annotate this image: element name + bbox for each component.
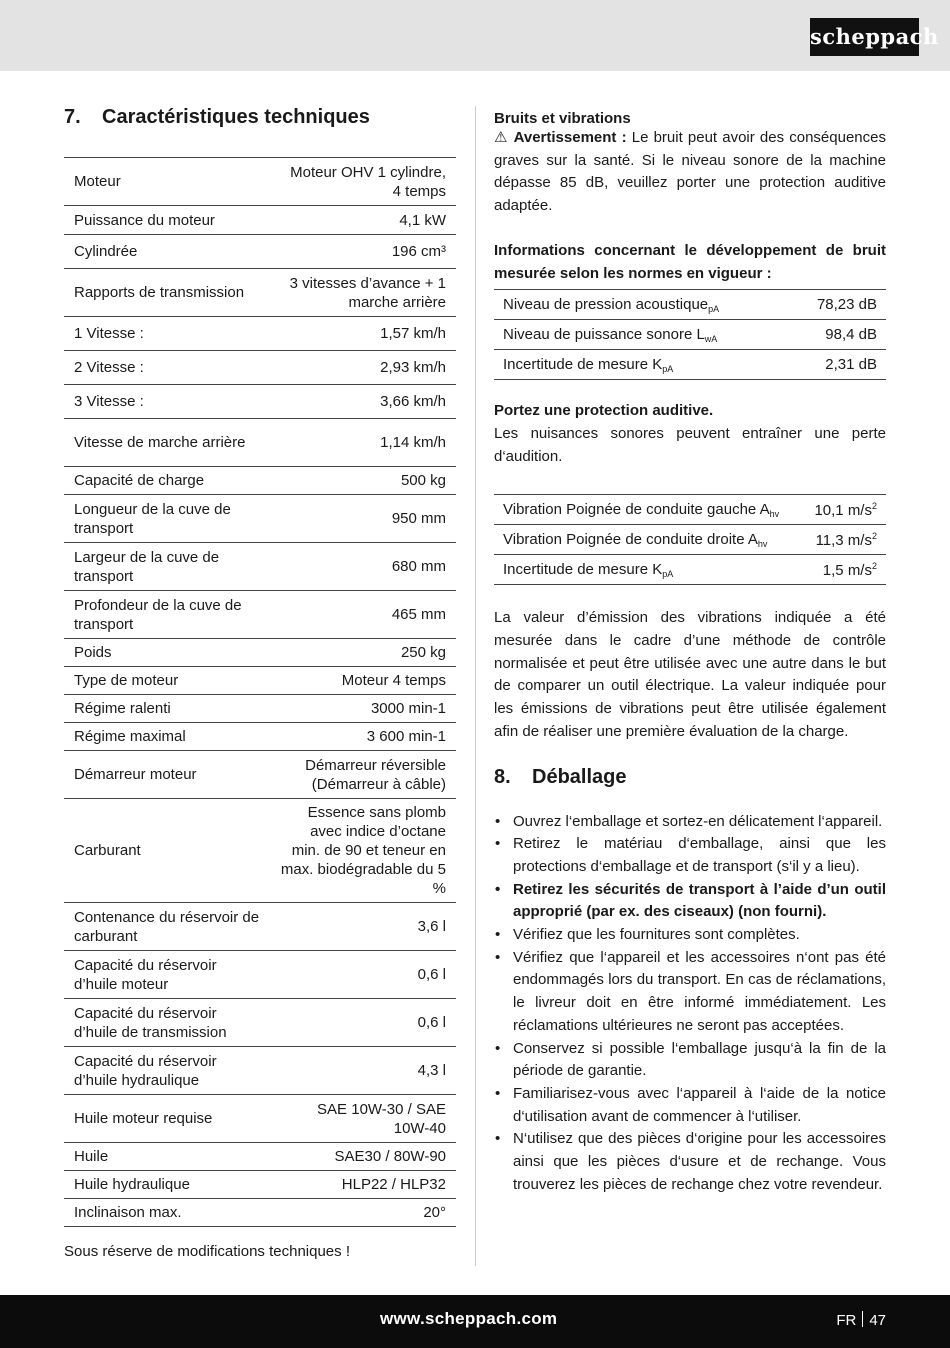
- language-code: FR: [836, 1312, 857, 1329]
- measure-value: [802, 525, 886, 555]
- spec-label: Profondeur de la cuve de transport: [64, 591, 270, 639]
- spec-value: 1,57 km/h: [270, 317, 456, 351]
- spec-label: Huile: [64, 1143, 270, 1171]
- measure-subscript: pA: [662, 568, 674, 579]
- spec-label: Type de moteur: [64, 667, 270, 695]
- protect-text: Les nuisances sonores peuvent entraîner une perte d‘audition.: [494, 424, 886, 465]
- measure-value-text: 78,23 dB: [816, 296, 877, 314]
- measure-label-text: Vibration Poignée de conduite droite A: [503, 530, 758, 548]
- spec-label: Capacité de charge: [64, 467, 270, 495]
- spec-label: Démarreur moteur: [64, 751, 270, 799]
- spec-label: Longueur de la cuve de transport: [64, 495, 270, 543]
- section-7-heading: [64, 106, 456, 129]
- brand-logo: scheppach: [810, 18, 919, 56]
- measure-superscript: 2: [871, 530, 877, 541]
- spec-value: Essence sans plomb avec indice d’octane min. de 90 et teneur en max. biodégradable du 5 %: [270, 799, 456, 903]
- warning-icon: ⚠: [494, 129, 509, 146]
- warning-label: Avertissement :: [513, 129, 627, 146]
- list-item: • Ouvrez l‘emballage et sortez-en délicatement l‘appareil.: [494, 811, 886, 834]
- spec-label: Vitesse de marche arrière: [64, 419, 270, 467]
- measure-label-text: Vibration Poignée de conduite gauche A: [503, 500, 770, 518]
- spec-row: [64, 695, 456, 723]
- spec-label: Régime maximal: [64, 723, 270, 751]
- spec-value: HLP22 / HLP32: [270, 1171, 456, 1199]
- vibration-text: La valeur d’émission des vibrations indiquée a été mesurée dans le cadre d’une méthode de contrôle normalisée et peut être utilisée avec une autre dans le but de comparer un outil électrique. La valeur indiquée pour les émissions de vibrations peut être utilisée également afin de réaliser une première évaluation de la charge.: [494, 609, 886, 740]
- measure-row: [494, 290, 886, 320]
- list-item: • Vérifiez que l‘appareil et les accessoires n‘ont pas été endommagés lors du transport. En cas de réclamations, le livreur doit en être informé immédiatement. Les réclamations ultérieures ne seront pas acceptées.: [494, 947, 886, 1038]
- page-number: 47: [869, 1312, 886, 1329]
- spec-row: [64, 903, 456, 951]
- warning-paragraph: [494, 127, 886, 218]
- warning-text: Le bruit peut avoir des conséquences graves sur la santé. Si le niveau sonore de la machine dépasse 85 dB, veuillez porter une protection auditive adaptée.: [494, 129, 886, 215]
- spec-value: 2,93 km/h: [270, 351, 456, 385]
- spec-value: 196 cm³: [270, 235, 456, 269]
- measure-label: [494, 320, 788, 350]
- measure-label: [494, 525, 802, 555]
- spec-label: Inclinaison max.: [64, 1199, 270, 1227]
- spec-row: [64, 999, 456, 1047]
- spec-value: Moteur OHV 1 cylindre, 4 temps: [270, 158, 456, 206]
- measure-subscript: pA: [708, 303, 720, 314]
- spec-value: 3 600 min-1: [270, 723, 456, 751]
- page-indicator: [836, 1311, 886, 1329]
- spec-label: Capacité du réservoir d’huile hydraulique: [64, 1047, 270, 1095]
- measure-subscript: pA: [662, 363, 674, 374]
- spec-value: 465 mm: [270, 591, 456, 639]
- measure-value: [788, 290, 886, 320]
- unpacking-list: [494, 811, 886, 1197]
- spec-label: Largeur de la cuve de transport: [64, 543, 270, 591]
- spec-value: SAE30 / 80W-90: [270, 1143, 456, 1171]
- sound-table: [494, 289, 886, 380]
- spec-row: [64, 751, 456, 799]
- measure-value: [788, 320, 886, 350]
- measure-superscript: 2: [871, 500, 877, 511]
- spec-value: 680 mm: [270, 543, 456, 591]
- spec-row: [64, 467, 456, 495]
- measure-label-text: Incertitude de mesure K: [503, 560, 663, 578]
- list-item: • Retirez le matériau d‘emballage, ainsi que les protections d‘emballage et de transport (s‘il y a lieu).: [494, 833, 886, 878]
- left-column: [64, 106, 456, 1227]
- spec-value: 0,6 l: [270, 999, 456, 1047]
- footer: [0, 1295, 950, 1348]
- measure-label: [494, 555, 802, 585]
- spec-label: Cylindrée: [64, 235, 270, 269]
- measure-value: [788, 350, 886, 380]
- spec-label: 3 Vitesse :: [64, 385, 270, 419]
- list-item: • Familiarisez-vous avec l‘appareil à l‘aide de la notice d‘utilisation avant de commencer à l‘utiliser.: [494, 1083, 886, 1128]
- measure-label-text: Incertitude de mesure K: [503, 355, 663, 373]
- section-title: Déballage: [532, 765, 627, 788]
- spec-value: 0,6 l: [270, 951, 456, 999]
- right-column: [494, 110, 886, 1197]
- spec-label: Moteur: [64, 158, 270, 206]
- spec-row: [64, 495, 456, 543]
- spec-row: [64, 206, 456, 235]
- spec-row: [64, 1095, 456, 1143]
- measure-value-text: 98,4 dB: [825, 326, 877, 344]
- measure-value: [802, 495, 886, 525]
- measure-subscript: hv: [757, 538, 768, 549]
- measure-label: [494, 350, 788, 380]
- spec-value: 20°: [270, 1199, 456, 1227]
- spec-label: 1 Vitesse :: [64, 317, 270, 351]
- measure-label-text: Niveau de pression acoustique: [503, 295, 709, 313]
- spec-row: [64, 419, 456, 467]
- spec-label: 2 Vitesse :: [64, 351, 270, 385]
- info-heading: Informations concernant le développement de bruit mesurée selon les normes en vigueur :: [494, 241, 886, 282]
- measure-value-text: 11,3 m/s: [815, 531, 872, 549]
- spec-value: SAE 10W-30 / SAE 10W-40: [270, 1095, 456, 1143]
- list-item: • N‘utilisez que des pièces d‘origine pour les accessoires ainsi que les pièces d‘usure et de rechange. Vous trouverez les pièces de rechange chez votre revendeur.: [494, 1128, 886, 1196]
- spec-value: 1,14 km/h: [270, 419, 456, 467]
- measure-row: [494, 555, 886, 585]
- spec-row: [64, 317, 456, 351]
- section-title: Caractéristiques techniques: [102, 106, 370, 128]
- header-band: [0, 0, 950, 71]
- measure-label-text: Niveau de puissance sonore L: [503, 325, 705, 343]
- list-item: • Retirez les sécurités de transport à l’aide d’un outil approprié (par ex. des ciseaux) (non fourni).: [494, 879, 886, 924]
- spec-table: [64, 157, 456, 1227]
- section-number: 7.: [64, 106, 81, 128]
- spec-row: [64, 1199, 456, 1227]
- spec-row: [64, 951, 456, 999]
- measure-subscript: wA: [704, 333, 718, 344]
- measure-row: [494, 525, 886, 555]
- spec-row: [64, 639, 456, 667]
- measure-value: [802, 555, 886, 585]
- spec-row: [64, 1047, 456, 1095]
- spec-value: 3000 min-1: [270, 695, 456, 723]
- website-link[interactable]: www.scheppach.com: [380, 1309, 558, 1328]
- spec-label: Poids: [64, 639, 270, 667]
- spec-label: Puissance du moteur: [64, 206, 270, 235]
- measure-row: [494, 495, 886, 525]
- noise-title: Bruits et vibrations: [494, 110, 631, 127]
- spec-value: 950 mm: [270, 495, 456, 543]
- spec-value: 500 kg: [270, 467, 456, 495]
- spec-row: [64, 723, 456, 751]
- vibration-table: [494, 494, 886, 585]
- spec-value: 4,1 kW: [270, 206, 456, 235]
- measure-subscript: hv: [769, 508, 780, 519]
- spec-row: [64, 269, 456, 317]
- spec-label: Contenance du réservoir de carburant: [64, 903, 270, 951]
- spec-row: [64, 1143, 456, 1171]
- spec-row: [64, 385, 456, 419]
- measure-value-text: 2,31 dB: [825, 356, 877, 374]
- spec-value: Démarreur réversible (Démarreur à câble): [270, 751, 456, 799]
- measure-value-text: 1,5 m/s: [822, 561, 872, 579]
- spec-row: [64, 799, 456, 903]
- spec-row: [64, 351, 456, 385]
- spec-value: 250 kg: [270, 639, 456, 667]
- spec-label: Carburant: [64, 799, 270, 903]
- measure-superscript: 2: [871, 560, 877, 571]
- spec-row: [64, 543, 456, 591]
- measure-row: [494, 350, 886, 380]
- page-separator: [862, 1311, 863, 1327]
- spec-value: 3,66 km/h: [270, 385, 456, 419]
- spec-label: Régime ralenti: [64, 695, 270, 723]
- spec-value: 3,6 l: [270, 903, 456, 951]
- spec-label: Capacité du réservoir d’huile moteur: [64, 951, 270, 999]
- spec-row: [64, 235, 456, 269]
- footnote: Sous réserve de modifications techniques !: [64, 1243, 350, 1260]
- list-item: • Conservez si possible l‘emballage jusqu‘à la fin de la période de garantie.: [494, 1038, 886, 1083]
- spec-label: Huile moteur requise: [64, 1095, 270, 1143]
- spec-row: [64, 667, 456, 695]
- measure-label: [494, 495, 802, 525]
- spec-row: [64, 591, 456, 639]
- measure-label: [494, 290, 788, 320]
- measure-row: [494, 320, 886, 350]
- protect-heading: Portez une protection auditive.: [494, 402, 714, 420]
- spec-label: Huile hydraulique: [64, 1171, 270, 1199]
- spec-value: Moteur 4 temps: [270, 667, 456, 695]
- spec-row: [64, 158, 456, 206]
- section-number: 8.: [494, 765, 511, 788]
- spec-value: 3 vitesses d’avance + 1 marche arrière: [270, 269, 456, 317]
- spec-label: Capacité du réservoir d’huile de transmission: [64, 999, 270, 1047]
- section-8-heading: [494, 766, 886, 789]
- column-divider: [475, 106, 476, 1266]
- measure-value-text: 10,1 m/s: [814, 501, 872, 519]
- spec-label: Rapports de transmission: [64, 269, 270, 317]
- spec-value: 4,3 l: [270, 1047, 456, 1095]
- list-item: • Vérifiez que les fournitures sont complètes.: [494, 924, 886, 947]
- spec-row: [64, 1171, 456, 1199]
